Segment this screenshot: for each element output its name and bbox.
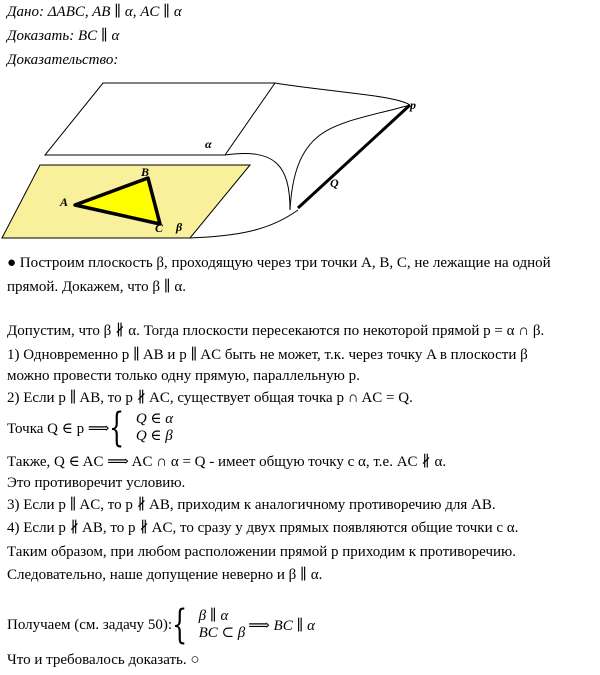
conclusion-brace: { <box>172 602 188 648</box>
conclusion-prefix: Получаем (см. задачу 50): <box>7 616 173 633</box>
label-B: B <box>141 165 150 179</box>
point-q-prefix: Точка Q ∈ p ⟹ <box>7 420 110 437</box>
text-line-5: можно провести только одну прямую, параллельную p. <box>7 368 360 384</box>
text-line-2: прямой. Докажем, что β ∥ α. <box>7 279 187 295</box>
text-line-8: Это противоречит условию. <box>7 475 186 491</box>
conclusion-cases <box>199 608 246 642</box>
prove-label: Доказать <box>7 28 70 44</box>
given-line: Дано: ΔABC, AB ∥ α, AC ∥ α <box>7 4 182 20</box>
geometry-figure <box>0 72 600 247</box>
given-label: Дано <box>7 4 39 20</box>
text-line-6: 2) Если p ∥ AB, то p ∦ AC, существует общая точка p ∩ AC = Q. <box>7 390 413 406</box>
qed-line: Что и требовалось доказать. ○ <box>7 652 200 668</box>
given-text: ΔABC, AB ∥ α, AC ∥ α <box>47 4 182 20</box>
conclusion-case-1: β ∥ α <box>198 608 229 624</box>
text-line-9: 3) Если p ∥ AC, то p ∦ AB, приходим к аналогичному противоречию для AB. <box>7 497 496 513</box>
brace-symbol: { <box>109 405 125 451</box>
label-C: C <box>155 221 164 235</box>
text-line-7: Также, Q ∈ AC ⟹ AC ∩ α = Q - имеет общую точку с α, т.е. AC ∦ α. <box>7 454 447 470</box>
conclusion-result: ⟹ BC ∥ α <box>248 617 316 634</box>
prove-line: Доказать: BC ∥ α <box>7 28 120 44</box>
text-line-11: Таким образом, при любом расположении прямой p приходим к противоречию. <box>7 544 516 560</box>
curved-surface-top <box>275 83 410 105</box>
point-q-statement <box>7 405 174 451</box>
label-A: A <box>60 195 69 209</box>
text-line-12: Следовательно, наше допущение неверно и β ∥ α. <box>7 567 323 583</box>
line-p <box>298 105 410 208</box>
label-beta: β <box>176 220 183 234</box>
point-q-cases <box>136 411 173 445</box>
plane-alpha <box>45 83 275 155</box>
conclusion-case-2: BC ⊂ β <box>198 625 246 641</box>
text-line-3: Допустим, что β ∦ α. Тогда плоскости пересекаются по некоторой прямой p = α ∩ β. <box>7 323 545 339</box>
label-p: p <box>410 98 416 112</box>
label-alpha: α <box>205 137 212 151</box>
prove-text: BC ∥ α <box>77 28 120 44</box>
point-q-case-1: Q ∈ α <box>135 411 174 427</box>
proof-title: Доказательство: <box>7 52 119 68</box>
point-q-case-2: Q ∈ β <box>135 428 173 444</box>
label-Q: Q <box>330 176 339 190</box>
text-line-1: ● Построим плоскость β, проходящую через три точки A, B, C, не лежащие на одной <box>7 255 551 271</box>
conclusion-statement <box>7 602 316 648</box>
text-line-4: 1) Одновременно p ∥ AB и p ∥ AC быть не может, т.к. через точку A в плоскости β <box>7 347 528 363</box>
proof-title-label: Доказательство <box>7 52 114 68</box>
text-line-10: 4) Если p ∦ AB, то p ∦ AC, то сразу у двух прямых появляются общие точки с α. <box>7 520 519 536</box>
